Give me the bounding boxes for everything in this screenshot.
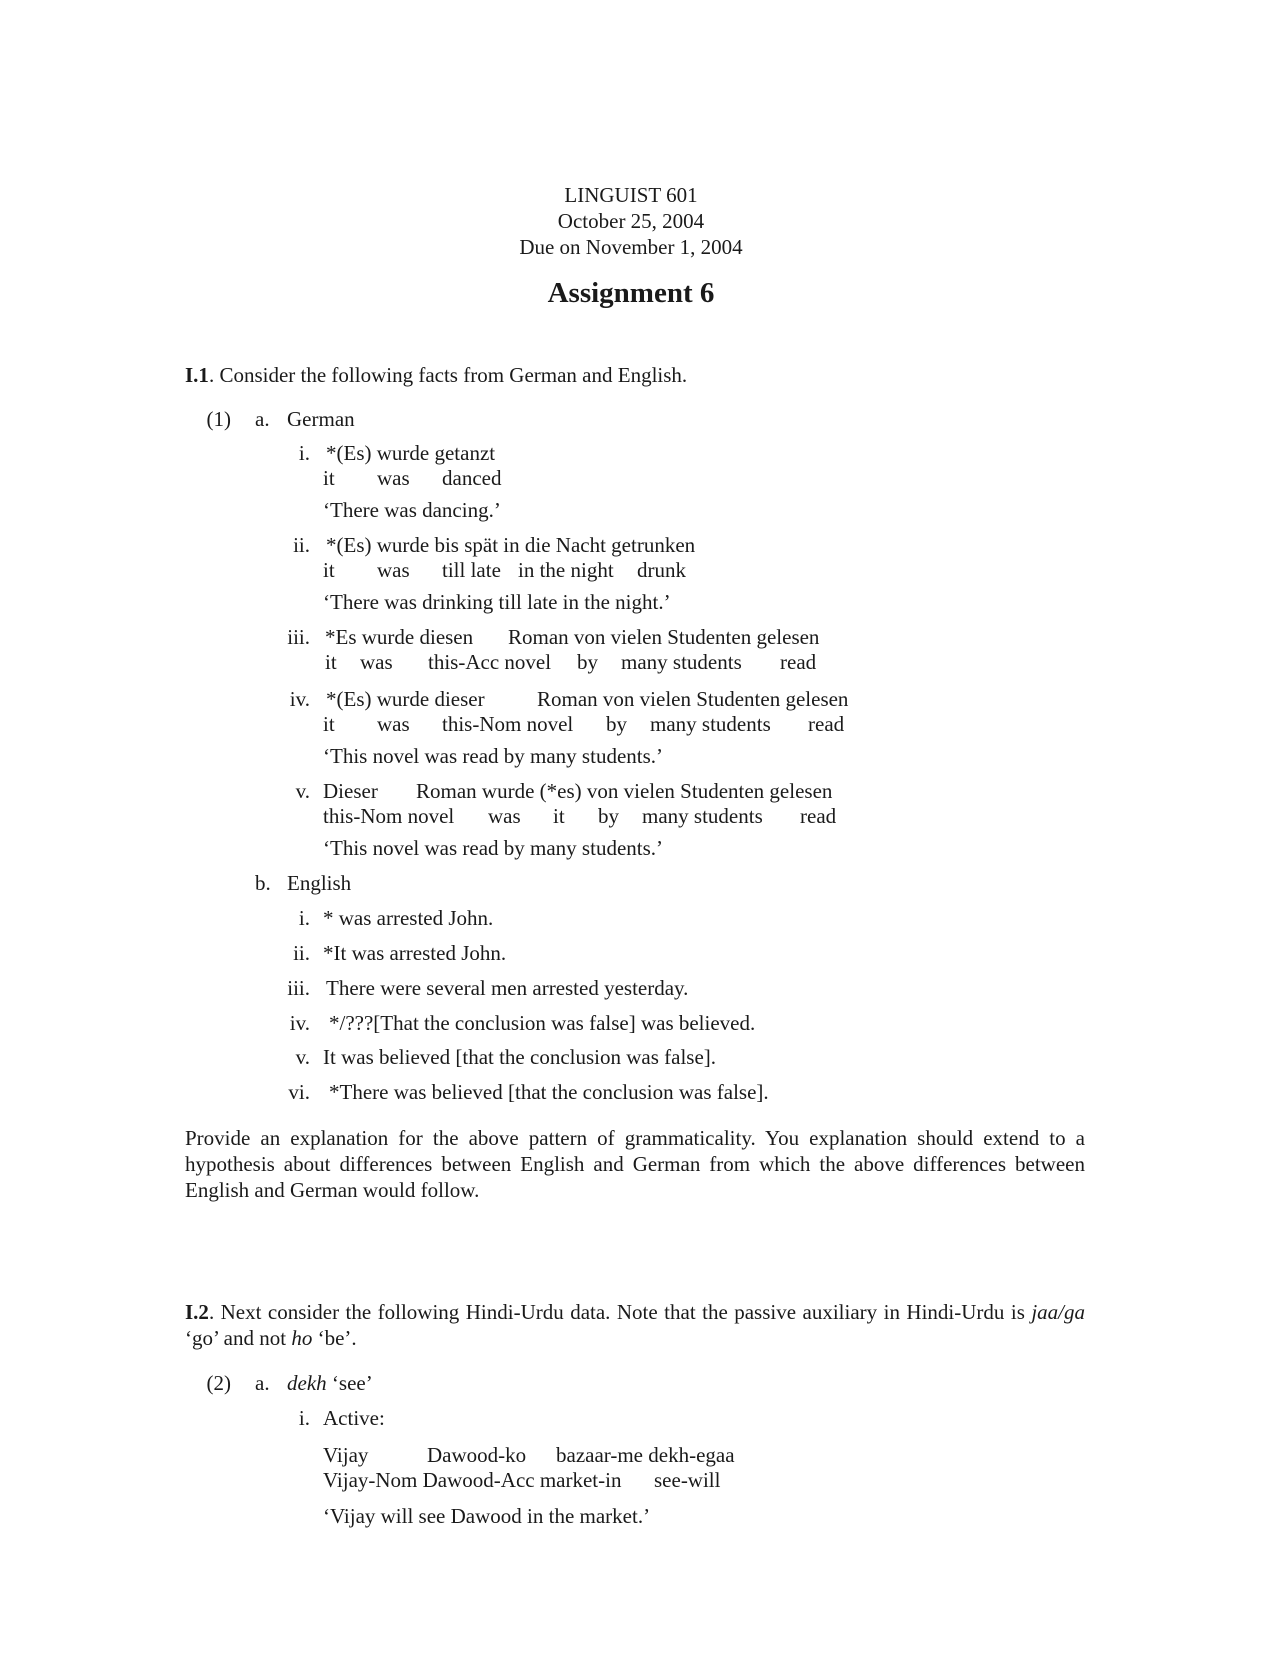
- english-example-2: *It was arrested John.: [323, 941, 507, 965]
- example-number-2: (2): [206, 1371, 231, 1395]
- item-number: i.: [298, 906, 310, 930]
- question-1-intro: [185, 362, 687, 388]
- item-number: v.: [295, 1045, 310, 1069]
- gloss-word: by: [606, 712, 627, 736]
- gloss-word: by: [598, 804, 619, 828]
- example-sentence-part: *(Es) wurde dieser: [326, 687, 485, 711]
- gloss-word: was: [488, 804, 521, 828]
- translation: ‘There was drinking till late in the night.’: [323, 590, 671, 614]
- gloss-word: was: [377, 712, 410, 736]
- item-number: iii.: [287, 976, 310, 1000]
- gloss-word: drunk: [637, 558, 686, 582]
- gloss-word: was: [377, 558, 410, 582]
- gloss-word: it: [323, 558, 335, 582]
- due-date: Due on November 1, 2004: [519, 235, 743, 259]
- gloss-word: read: [780, 650, 817, 674]
- translation: ‘This novel was read by many students.’: [323, 744, 664, 768]
- gloss-word: by: [577, 650, 598, 674]
- gloss-word: it: [323, 712, 335, 736]
- example-sentence: *(Es) wurde getanzt: [326, 441, 496, 465]
- sub-heading-german: German: [287, 407, 355, 431]
- question-2-intro: [185, 1299, 1085, 1351]
- gloss-word: many students: [621, 650, 742, 674]
- gloss-word: Vijay-Nom Dawood-Acc market-in: [323, 1468, 622, 1492]
- gloss-word: this-Nom novel: [442, 712, 574, 736]
- gloss-word: many students: [642, 804, 763, 828]
- gloss-word: it: [553, 804, 565, 828]
- verb-heading: [287, 1370, 373, 1396]
- question-2-label: I.2: [185, 1300, 209, 1324]
- sub-label-a: a.: [255, 1371, 270, 1395]
- page-title: Assignment 6: [547, 277, 715, 309]
- item-number: i.: [298, 1406, 310, 1430]
- english-example-6: *There was believed [that the conclusion was false].: [329, 1080, 769, 1104]
- item-number: v.: [295, 779, 310, 803]
- hindi-word: Dawood-ko: [427, 1443, 527, 1467]
- example-sentence: *(Es) wurde bis spät in die Nacht getrunken: [326, 533, 696, 557]
- english-example-1: * was arrested John.: [323, 906, 494, 930]
- gloss-word: till late: [442, 558, 501, 582]
- hindi-word: bazaar-me dekh-egaa: [556, 1443, 735, 1467]
- voice-label-active: Active:: [323, 1406, 385, 1430]
- gloss-word: in the night: [518, 558, 614, 582]
- translation: ‘There was dancing.’: [323, 498, 501, 522]
- example-sentence-part: Roman wurde (*es) von vielen Studenten gelesen: [416, 779, 833, 803]
- gloss-word: many students: [650, 712, 771, 736]
- item-number: iv.: [289, 687, 310, 711]
- english-example-3: There were several men arrested yesterday.: [326, 976, 689, 1000]
- term-jaa-ga: jaa/ga: [1031, 1300, 1085, 1324]
- gloss-word: this-Acc novel: [428, 650, 552, 674]
- gloss-word: this-Nom novel: [323, 804, 455, 828]
- verb-dekh: dekh: [287, 1371, 327, 1395]
- item-number: ii.: [293, 533, 310, 557]
- item-number: vi.: [288, 1080, 310, 1104]
- example-sentence-part: Dieser: [323, 779, 378, 803]
- english-example-5: It was believed [that the conclusion was false].: [323, 1045, 717, 1069]
- question-1-intro-text: . Consider the following facts from German and English.: [208, 363, 688, 387]
- verb-gloss: ‘see’: [326, 1371, 373, 1395]
- gloss-word: danced: [442, 466, 502, 490]
- example-sentence-part: Roman von vielen Studenten gelesen: [537, 687, 849, 711]
- gloss-word: read: [800, 804, 837, 828]
- example-sentence-part: Roman von vielen Studenten gelesen: [508, 625, 820, 649]
- example-number-1: (1): [206, 407, 231, 431]
- gloss-word: was: [360, 650, 393, 674]
- hindi-word: Vijay: [323, 1443, 369, 1467]
- translation: ‘Vijay will see Dawood in the market.’: [323, 1504, 651, 1528]
- example-sentence-part: *Es wurde diesen: [325, 625, 474, 649]
- gloss-word: it: [323, 466, 335, 490]
- question-2-intro-text: ‘go’ and not: [185, 1326, 292, 1350]
- gloss-word: see-will: [654, 1468, 721, 1492]
- item-number: i.: [298, 441, 310, 465]
- translation: ‘This novel was read by many students.’: [323, 836, 664, 860]
- course-name: LINGUIST 601: [564, 183, 698, 207]
- sub-label-a: a.: [255, 407, 270, 431]
- item-number: iv.: [289, 1011, 310, 1035]
- sub-label-b: b.: [255, 871, 271, 895]
- question-2-intro-text: ‘be’.: [312, 1326, 357, 1350]
- question-1-label: I.1: [185, 363, 209, 387]
- gloss-word: it: [325, 650, 337, 674]
- gloss-word: was: [377, 466, 410, 490]
- term-ho: ho: [291, 1326, 313, 1350]
- gloss-word: read: [808, 712, 845, 736]
- sub-heading-english: English: [287, 871, 352, 895]
- item-number: iii.: [287, 625, 310, 649]
- question-2-intro-text: . Next consider the following Hindi-Urdu data. Note that the passive auxiliary in Hindi-Urdu is: [208, 1300, 1032, 1324]
- item-number: ii.: [293, 941, 310, 965]
- assignment-date: October 25, 2004: [557, 209, 705, 233]
- english-example-4: */???[That the conclusion was false] was believed.: [329, 1011, 756, 1035]
- question-1-task: Provide an explanation for the above pattern of grammaticality. You explanation should extend to a hypothesis about differences between English and German from which the above differences between English and German would follow.: [185, 1126, 1085, 1202]
